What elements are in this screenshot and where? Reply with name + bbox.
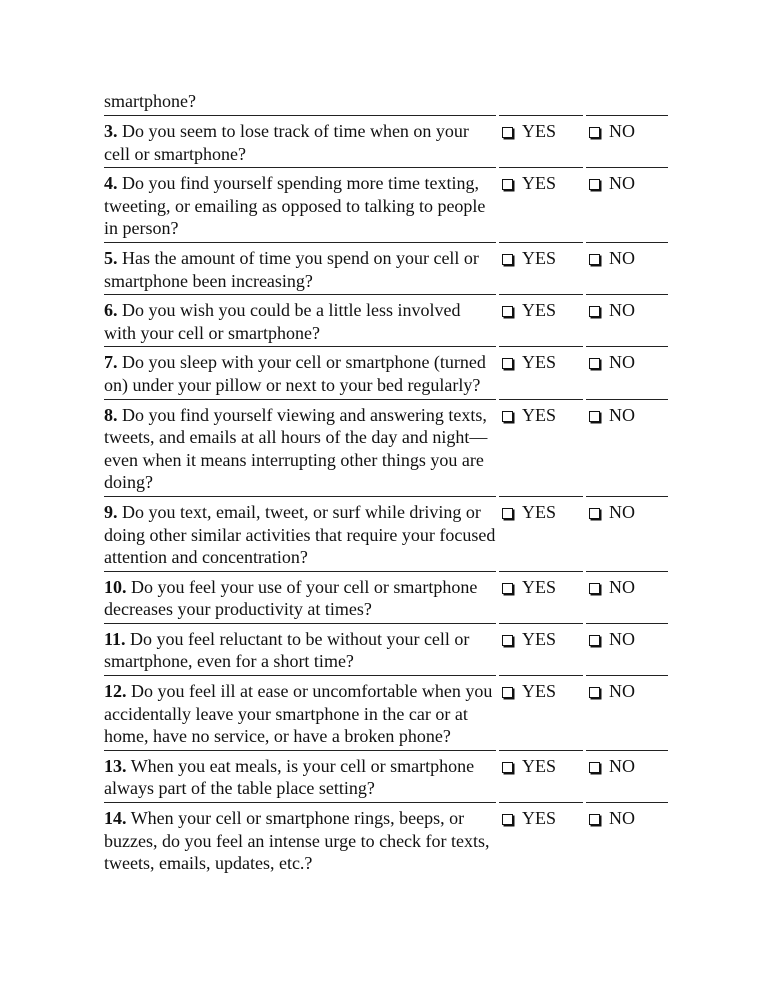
no-checkbox-icon[interactable] [589,687,600,698]
no-checkbox-icon[interactable] [589,411,600,422]
question-number: 13. [104,755,127,776]
yes-option[interactable] [499,351,583,374]
yes-cell [499,571,583,623]
yes-label: YES [522,247,557,268]
question-number: 4. [104,173,118,194]
question-text-cell [104,115,496,167]
no-checkbox-icon[interactable] [589,635,600,646]
yes-checkbox-icon[interactable] [502,254,513,265]
no-option[interactable] [586,501,668,524]
no-checkbox-icon[interactable] [589,127,600,138]
no-checkbox-icon[interactable] [589,508,600,519]
no-cell [586,346,668,398]
question-text-cell [104,571,496,623]
continued-question-text: smartphone? [104,91,196,111]
question-text-cell [104,675,496,750]
no-option[interactable] [586,351,668,374]
question-number: 14. [104,808,127,829]
yes-option[interactable] [499,755,583,778]
no-label: NO [609,352,635,373]
question-row [104,399,668,496]
yes-checkbox-icon[interactable] [502,583,513,594]
question-text: When you eat meals, is your cell or smartphone always part of the table place setting? [104,755,475,799]
no-cell [586,496,668,571]
yes-checkbox-icon[interactable] [502,127,513,138]
yes-option[interactable] [499,247,583,270]
no-label: NO [609,755,635,776]
yes-cell [499,750,583,802]
question-row [104,242,668,294]
yes-option[interactable] [499,680,583,703]
no-label: NO [609,628,635,649]
no-checkbox-icon[interactable] [589,583,600,594]
question-text-cell [104,346,496,398]
question-text-cell [104,623,496,675]
yes-option[interactable] [499,299,583,322]
yes-cell [499,294,583,346]
question-text-cell [104,242,496,294]
question-text: Do you feel ill at ease or uncomfortable when you accidentally leave your smartphone in the car or at home, have no service, or have a broken phone? [104,681,493,747]
yes-label: YES [522,681,557,702]
yes-label: YES [522,501,557,522]
question-text: Do you sleep with your cell or smartphone (turned on) under your pillow or next to your bed regularly? [104,352,486,395]
yes-label: YES [522,808,557,829]
question-list [104,115,668,877]
question-text-cell [104,802,496,877]
yes-cell [499,675,583,750]
yes-checkbox-icon[interactable] [502,687,513,698]
question-number: 10. [104,576,127,597]
yes-label: YES [522,121,557,141]
yes-cell [499,496,583,571]
question-number: 3. [104,121,118,141]
no-option[interactable] [586,247,668,270]
question-text-cell [104,294,496,346]
question-text: Has the amount of time you spend on your cell or smartphone been increasing? [104,247,479,291]
no-option[interactable] [586,404,668,427]
yes-checkbox-icon[interactable] [502,411,513,422]
yes-label: YES [522,173,557,194]
no-checkbox-icon[interactable] [589,762,600,773]
question-text-cell [104,167,496,242]
question-row [104,802,668,877]
no-cell [586,115,668,167]
no-label: NO [609,247,635,268]
no-checkbox-icon[interactable] [589,254,600,265]
no-label: NO [609,173,635,194]
question-text: Do you seem to lose track of time when on your cell or smartphone? [104,121,469,164]
question-number: 7. [104,352,118,373]
yes-cell [499,623,583,675]
question-text: Do you wish you could be a little less involved with your cell or smartphone? [104,300,461,343]
yes-checkbox-icon[interactable] [502,179,513,190]
yes-cell [499,346,583,398]
yes-label: YES [522,352,557,373]
question-row [104,750,668,802]
no-cell [586,675,668,750]
question-number: 12. [104,681,127,702]
no-label: NO [609,404,635,425]
question-row [104,167,668,242]
yes-checkbox-icon[interactable] [502,814,513,825]
no-cell [586,294,668,346]
yes-option[interactable] [499,120,583,143]
yes-option[interactable] [499,628,583,651]
no-label: NO [609,576,635,597]
question-number: 5. [104,247,118,268]
yes-cell [499,399,583,496]
question-number: 11. [104,628,126,649]
yes-label: YES [522,300,557,321]
yes-cell [499,167,583,242]
question-text: Do you feel reluctant to be without your cell or smartphone, even for a short time? [104,628,470,672]
no-option[interactable] [586,628,668,651]
yes-option[interactable] [499,404,583,427]
no-cell [586,623,668,675]
yes-checkbox-icon[interactable] [502,635,513,646]
no-label: NO [609,300,635,321]
yes-checkbox-icon[interactable] [502,358,513,369]
no-option[interactable] [586,120,668,143]
questionnaire [104,90,668,877]
yes-option[interactable] [499,807,583,830]
no-label: NO [609,808,635,829]
yes-option[interactable] [499,172,583,195]
question-number: 9. [104,501,118,522]
yes-option[interactable] [499,501,583,524]
yes-checkbox-icon[interactable] [502,306,513,317]
yes-label: YES [522,755,557,776]
question-text: Do you text, email, tweet, or surf while driving or doing other similar activities that require your focused attention and concentration? [104,501,496,568]
no-cell [586,399,668,496]
no-cell [586,571,668,623]
question-row [104,623,668,675]
question-text: Do you find yourself viewing and answering texts, tweets, and emails at all hours of the day and night—even when it means interrupting other things you are doing? [104,404,488,493]
yes-checkbox-icon[interactable] [502,762,513,773]
yes-checkbox-icon[interactable] [502,508,513,519]
question-text: When your cell or smartphone rings, beeps, or buzzes, do you feel an intense urge to check for texts, tweets, emails, updates, etc.? [104,808,490,874]
question-row [104,346,668,398]
question-row [104,496,668,571]
no-checkbox-icon[interactable] [589,179,600,190]
yes-label: YES [522,576,557,597]
no-label: NO [609,121,635,141]
yes-cell [499,242,583,294]
yes-option[interactable] [499,576,583,599]
no-cell [586,750,668,802]
question-row [104,675,668,750]
no-label: NO [609,681,635,702]
yes-cell [499,115,583,167]
question-text: Do you feel your use of your cell or smartphone decreases your productivity at times? [104,576,478,620]
question-text-cell [104,399,496,496]
no-option[interactable] [586,807,668,830]
yes-cell [499,802,583,877]
no-cell [586,242,668,294]
no-checkbox-icon[interactable] [589,814,600,825]
question-row [104,115,668,167]
no-option[interactable] [586,755,668,778]
no-option[interactable] [586,299,668,322]
question-text-cell [104,496,496,571]
no-checkbox-icon[interactable] [589,358,600,369]
no-option[interactable] [586,172,668,195]
no-label: NO [609,501,635,522]
no-cell [586,802,668,877]
yes-label: YES [522,628,557,649]
question-row [104,571,668,623]
no-option[interactable] [586,576,668,599]
question-number: 6. [104,300,118,321]
no-option[interactable] [586,680,668,703]
question-text: Do you find yourself spending more time texting, tweeting, or emailing as opposed to talking to people in person? [104,173,486,239]
question-row [104,294,668,346]
question-text-cell [104,750,496,802]
no-cell [586,167,668,242]
yes-label: YES [522,404,557,425]
no-checkbox-icon[interactable] [589,306,600,317]
question-number: 8. [104,404,118,425]
